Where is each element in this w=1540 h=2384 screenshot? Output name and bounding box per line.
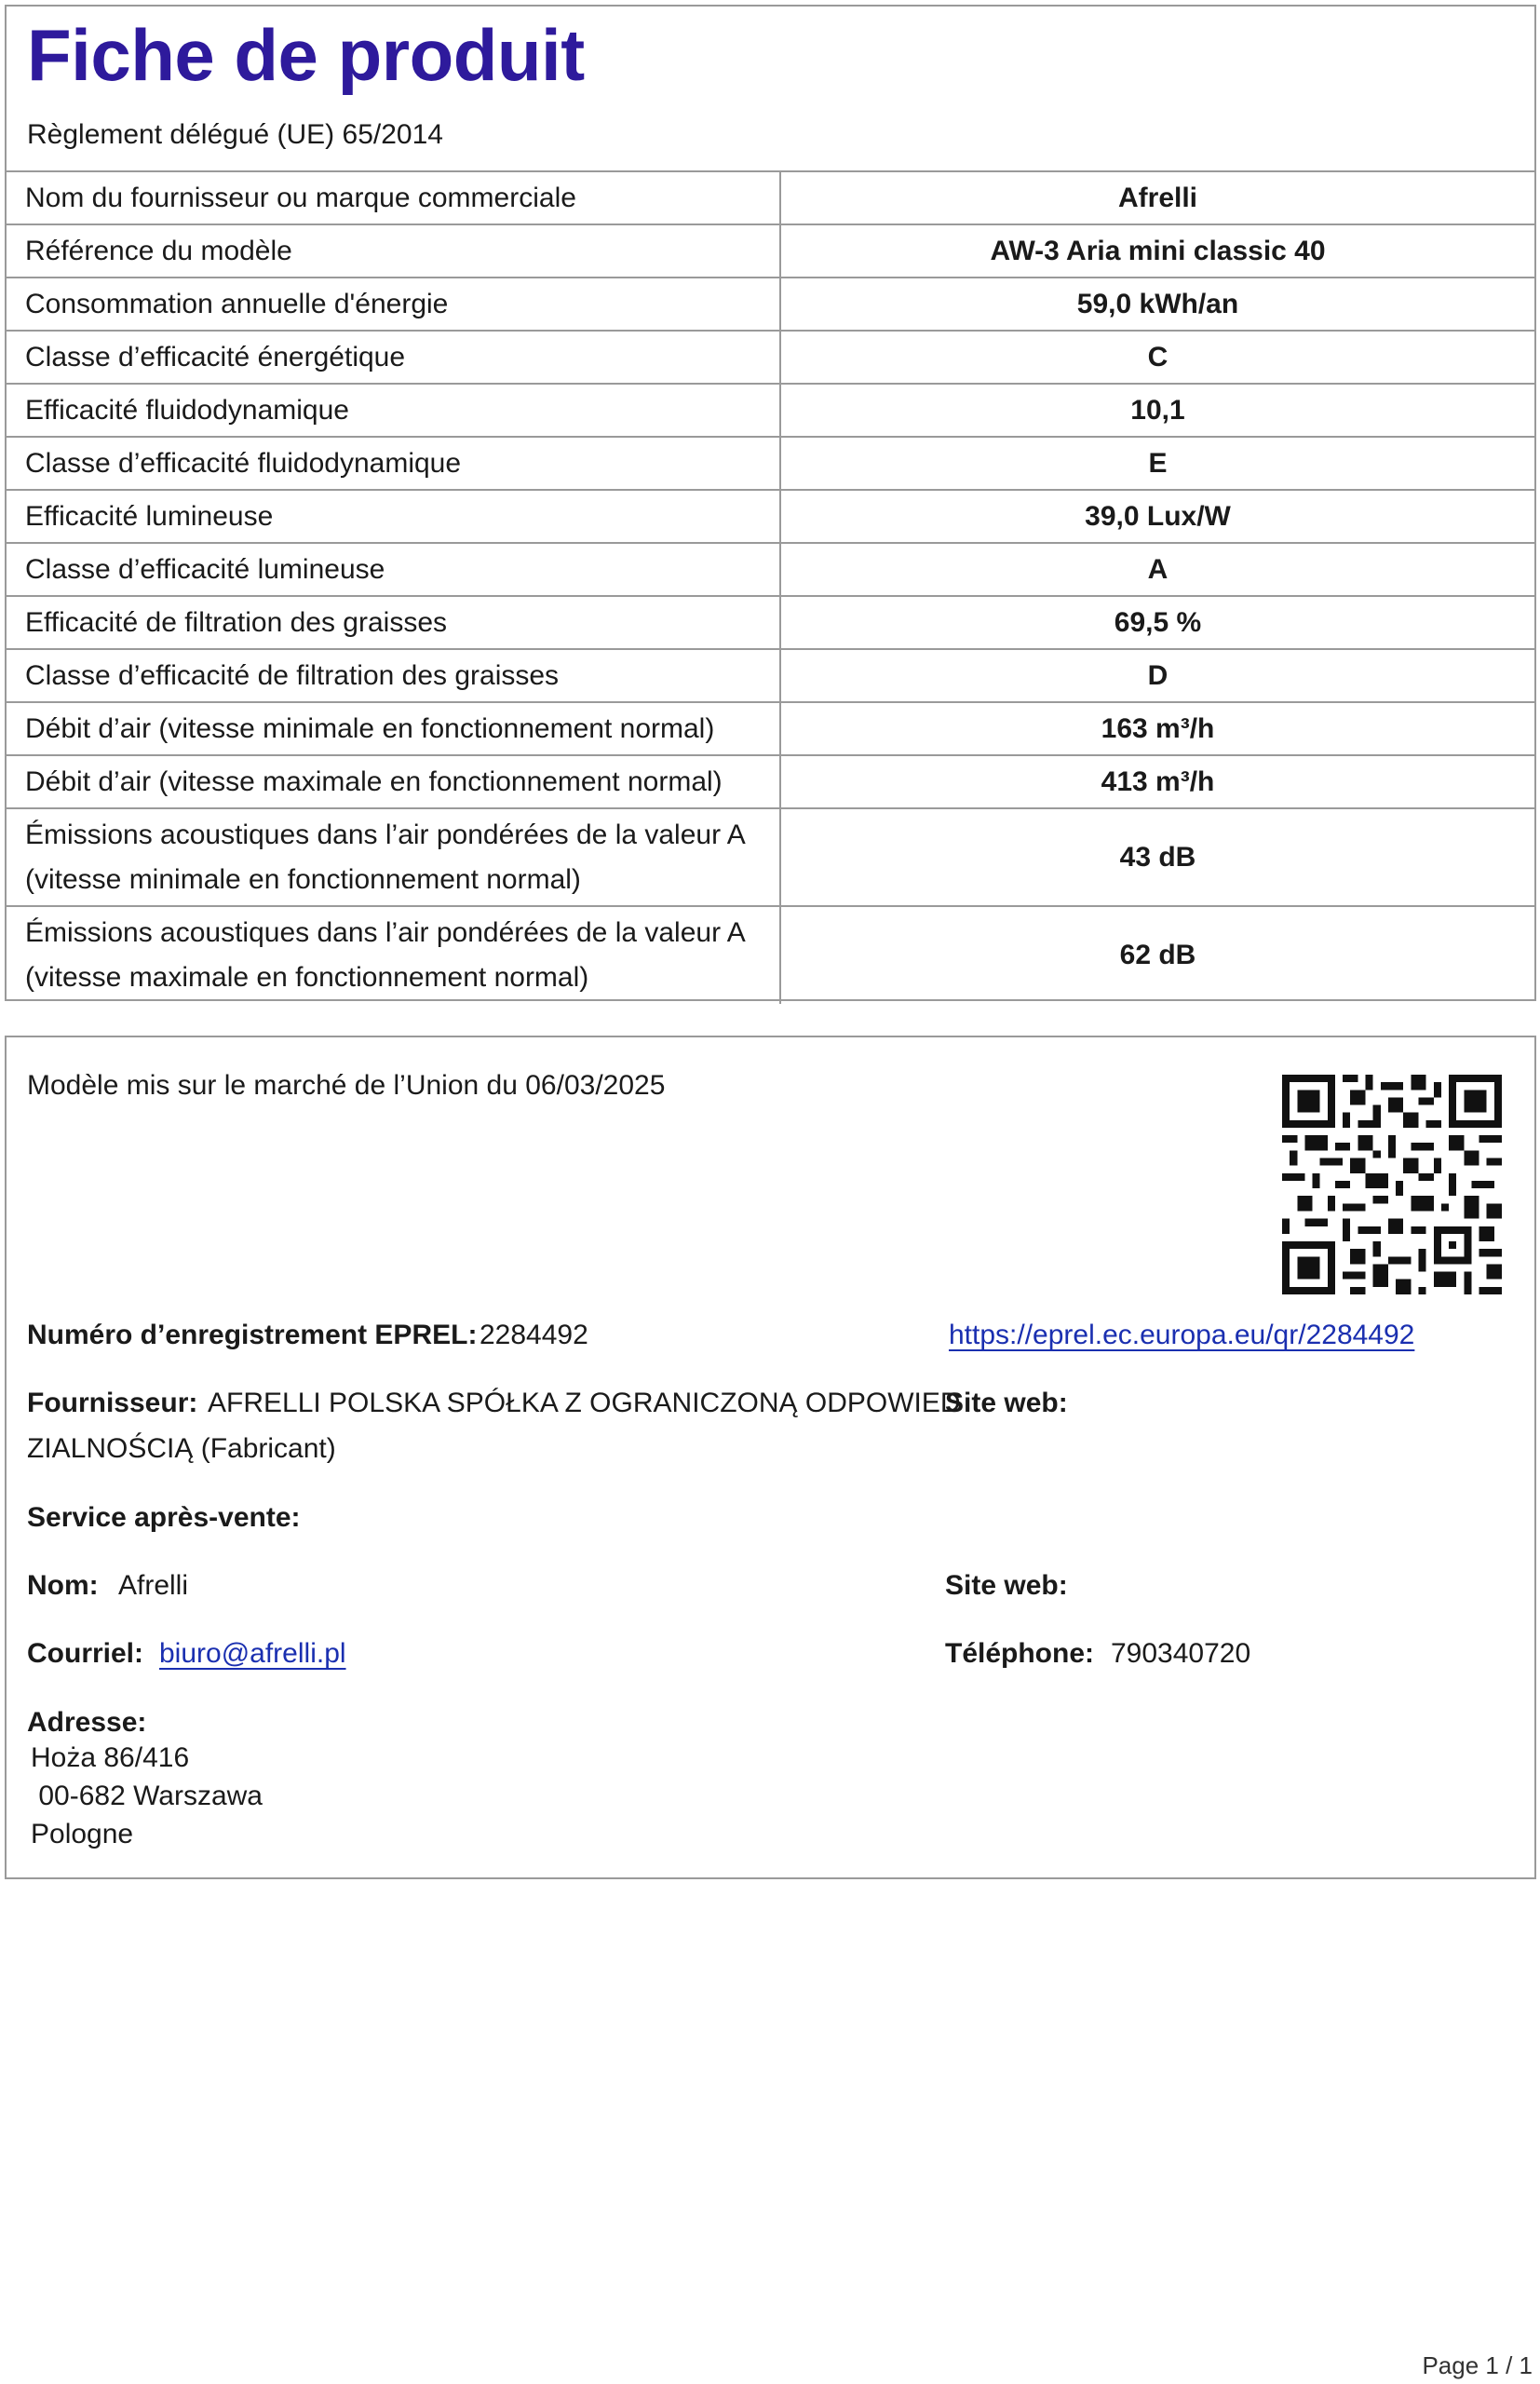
table-row (7, 906, 1534, 1004)
spec-value: 62 dB (780, 906, 1534, 1004)
address-line1: Hoża 86/416 (31, 1742, 190, 1773)
spec-label: Nom du fournisseur ou marque commerciale (7, 171, 780, 224)
qr-code-icon (1282, 1075, 1502, 1294)
spec-value: 413 m³/h (780, 755, 1534, 808)
eprel-link[interactable]: https://eprel.ec.europa.eu/qr/2284492 (949, 1320, 1415, 1350)
spec-table (7, 170, 1534, 1004)
regulation-subtitle: Règlement délégué (UE) 65/2014 (27, 119, 443, 150)
table-row (7, 224, 1534, 278)
market-date: Modèle mis sur le marché de l’Union du 06/03/2025 (27, 1070, 666, 1101)
eprel-label: Numéro d’enregistrement EPREL: (27, 1320, 478, 1350)
phone-label: Téléphone: (945, 1638, 1095, 1669)
table-row (7, 543, 1534, 596)
spec-value: 163 m³/h (780, 702, 1534, 755)
name-value: Afrelli (118, 1570, 189, 1601)
supplier-value-line2: ZIALNOŚCIĄ (Fabricant) (27, 1433, 336, 1464)
spec-value: 10,1 (780, 384, 1534, 437)
spec-label (7, 906, 780, 1004)
table-row (7, 649, 1534, 702)
supplier-website-label: Site web: (945, 1388, 1068, 1418)
spec-label: Débit d’air (vitesse minimale en fonctionnement normal) (7, 702, 780, 755)
spec-label (7, 808, 780, 906)
spec-label-line2: (vitesse maximale en fonctionnement normal) (25, 962, 589, 993)
spec-label: Classe d’efficacité fluidodynamique (7, 437, 780, 490)
spec-label: Consommation annuelle d'énergie (7, 278, 780, 331)
address-label: Adresse: (27, 1707, 147, 1738)
spec-value: 39,0 Lux/W (780, 490, 1534, 543)
spec-label: Débit d’air (vitesse maximale en fonctionnement normal) (7, 755, 780, 808)
spec-value: A (780, 543, 1534, 596)
spec-value: AW-3 Aria mini classic 40 (780, 224, 1534, 278)
table-row (7, 278, 1534, 331)
table-row (7, 808, 1534, 906)
table-row (7, 171, 1534, 224)
spec-label: Classe d’efficacité lumineuse (7, 543, 780, 596)
spec-label: Référence du modèle (7, 224, 780, 278)
product-sheet-box (5, 5, 1536, 1001)
supplier-info-box (5, 1036, 1536, 1879)
eprel-value: 2284492 (480, 1320, 588, 1350)
table-row (7, 596, 1534, 649)
spec-label: Classe d’efficacité énergétique (7, 331, 780, 384)
address-line3: Pologne (31, 1819, 134, 1849)
supplier-label: Fournisseur: (27, 1388, 198, 1418)
spec-label: Efficacité de filtration des graisses (7, 596, 780, 649)
table-row (7, 755, 1534, 808)
spec-label-line1: Émissions acoustiques dans l’air pondérées de la valeur A (25, 819, 746, 850)
table-row (7, 490, 1534, 543)
page-number: Page 1 / 1 (1422, 2351, 1533, 2379)
table-row (7, 437, 1534, 490)
table-row (7, 331, 1534, 384)
phone-value: 790340720 (1111, 1638, 1251, 1669)
spec-label: Classe d’efficacité de filtration des graisses (7, 649, 780, 702)
address-line2: 00-682 Warszawa (31, 1781, 263, 1811)
after-sales-label: Service après-vente: (27, 1502, 301, 1533)
spec-label: Efficacité fluidodynamique (7, 384, 780, 437)
spec-value: D (780, 649, 1534, 702)
supplier-value-line1: AFRELLI POLSKA SPÓŁKA Z OGRANICZONĄ ODPOWIED (208, 1388, 961, 1418)
spec-value: C (780, 331, 1534, 384)
service-website-label: Site web: (945, 1570, 1068, 1601)
spec-value: 59,0 kWh/an (780, 278, 1534, 331)
spec-value: E (780, 437, 1534, 490)
spec-value: Afrelli (780, 171, 1534, 224)
spec-label: Efficacité lumineuse (7, 490, 780, 543)
spec-value: 43 dB (780, 808, 1534, 906)
name-label: Nom: (27, 1570, 99, 1601)
spec-value: 69,5 % (780, 596, 1534, 649)
page-title: Fiche de produit (27, 14, 585, 96)
email-link[interactable]: biuro@afrelli.pl (159, 1638, 346, 1669)
spec-label-line1: Émissions acoustiques dans l’air pondérées de la valeur A (25, 917, 746, 948)
email-label: Courriel: (27, 1638, 144, 1669)
table-row (7, 702, 1534, 755)
spec-label-line2: (vitesse minimale en fonctionnement normal) (25, 863, 581, 895)
table-row (7, 384, 1534, 437)
